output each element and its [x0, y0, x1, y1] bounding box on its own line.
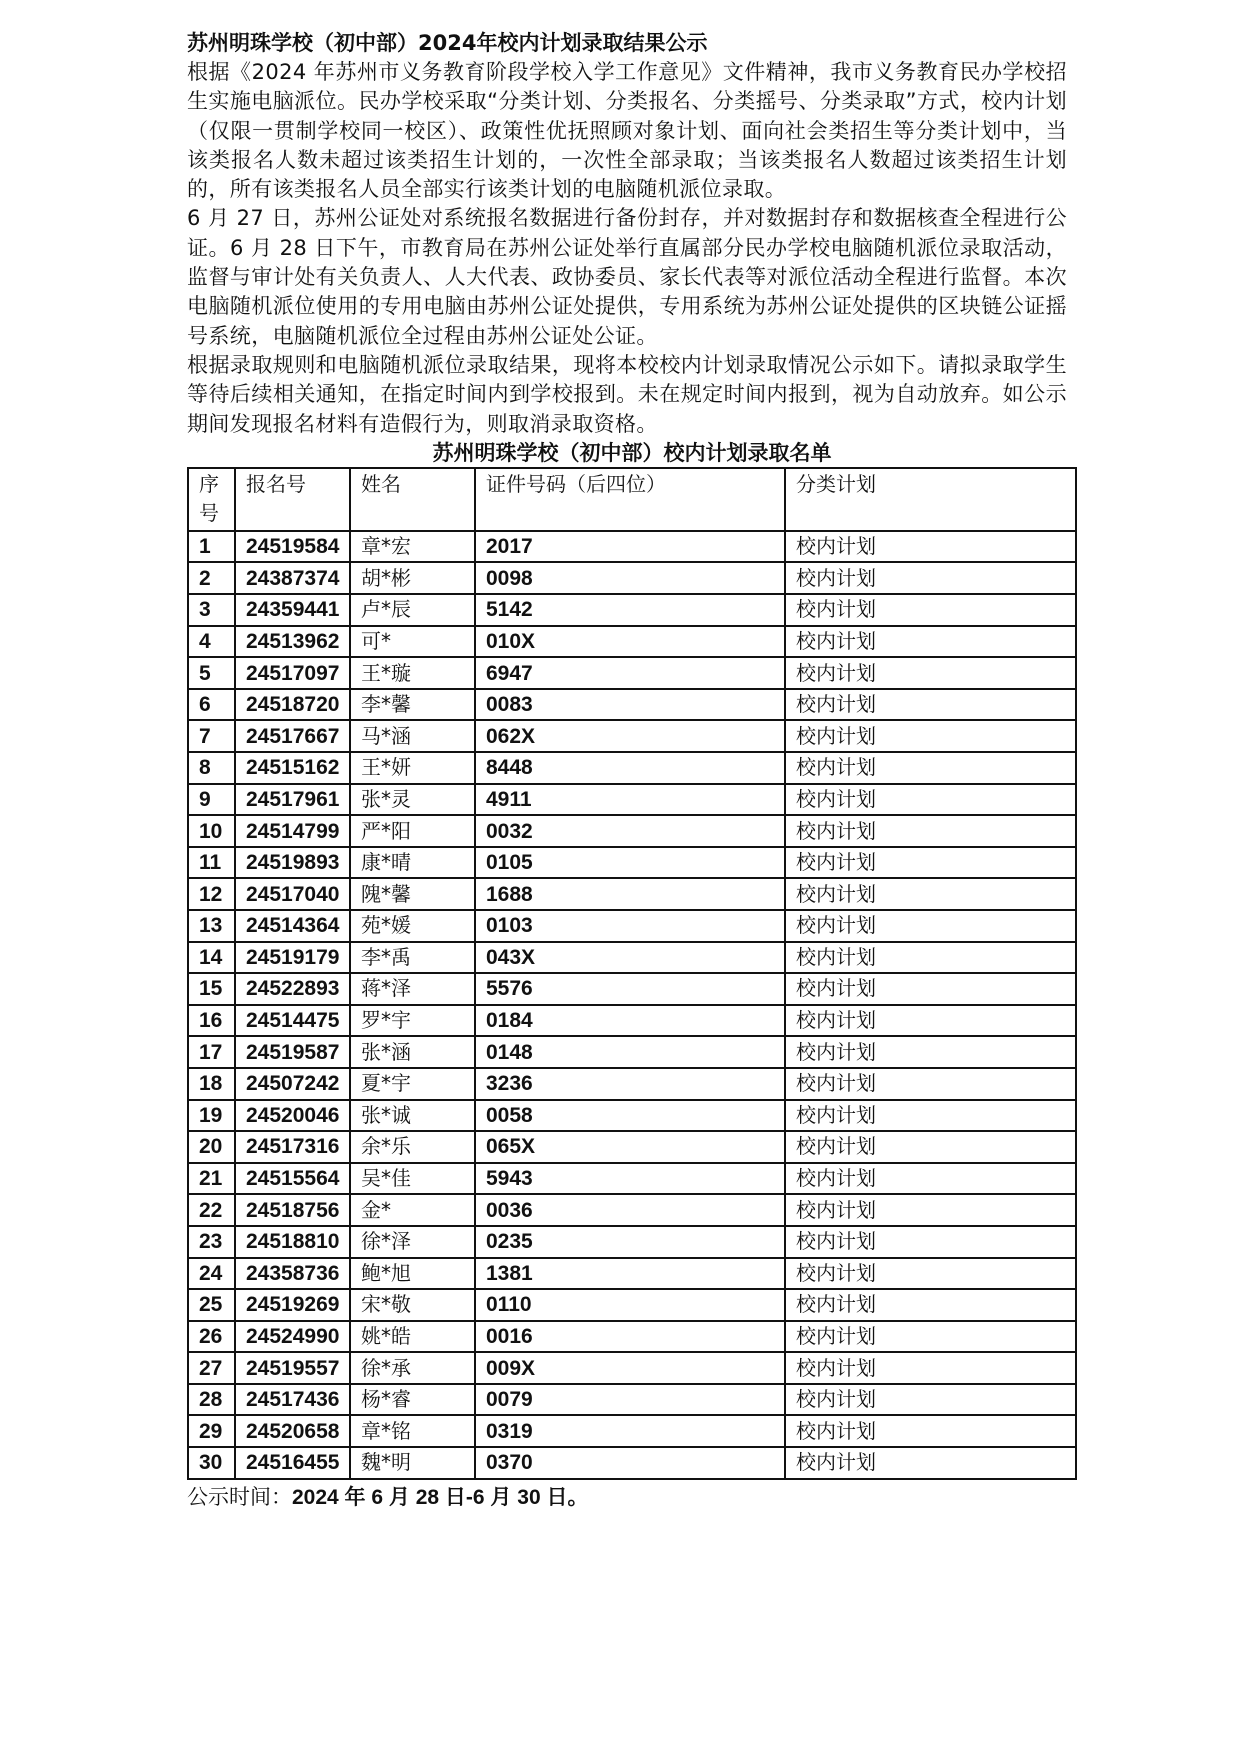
cell-id-last4: 062X [475, 720, 785, 752]
cell-name: 张*诚 [350, 1100, 475, 1132]
cell-id-last4: 5576 [475, 973, 785, 1005]
table-row [188, 720, 1076, 752]
cell-seq: 25 [188, 1289, 235, 1321]
table-row [188, 1384, 1076, 1416]
cell-plan-category: 校内计划 [785, 1258, 1076, 1290]
cell-registration-no: 24358736 [235, 1258, 350, 1290]
cell-seq: 29 [188, 1415, 235, 1447]
cell-registration-no: 24517316 [235, 1131, 350, 1163]
admission-table [187, 467, 1077, 1480]
cell-registration-no: 24519179 [235, 942, 350, 974]
cell-registration-no: 24387374 [235, 562, 350, 594]
table-row [188, 1005, 1076, 1037]
cell-seq: 16 [188, 1005, 235, 1037]
cell-seq: 17 [188, 1036, 235, 1068]
cell-id-last4: 0184 [475, 1005, 785, 1037]
cell-name: 徐*承 [350, 1352, 475, 1384]
cell-id-last4: 065X [475, 1131, 785, 1163]
publicity-period-label: 公示时间： [187, 1484, 292, 1509]
cell-plan-category: 校内计划 [785, 1447, 1076, 1479]
cell-seq: 5 [188, 657, 235, 689]
cell-plan-category: 校内计划 [785, 1036, 1076, 1068]
cell-plan-category: 校内计划 [785, 910, 1076, 942]
cell-seq: 14 [188, 942, 235, 974]
cell-name: 蒋*泽 [350, 973, 475, 1005]
cell-registration-no: 24516455 [235, 1447, 350, 1479]
cell-id-last4: 010X [475, 626, 785, 658]
table-row [188, 752, 1076, 784]
cell-plan-category: 校内计划 [785, 1131, 1076, 1163]
cell-seq: 4 [188, 626, 235, 658]
cell-name: 隗*馨 [350, 878, 475, 910]
cell-seq: 2 [188, 562, 235, 594]
cell-name: 章*铭 [350, 1415, 475, 1447]
table-row [188, 1447, 1076, 1479]
cell-id-last4: 0105 [475, 847, 785, 879]
cell-id-last4: 0016 [475, 1321, 785, 1353]
cell-name: 姚*皓 [350, 1321, 475, 1353]
table-row [188, 1100, 1076, 1132]
cell-plan-category: 校内计划 [785, 942, 1076, 974]
cell-plan-category: 校内计划 [785, 1100, 1076, 1132]
cell-seq: 22 [188, 1194, 235, 1226]
cell-name: 余*乐 [350, 1131, 475, 1163]
table-row [188, 1352, 1076, 1384]
cell-name: 李*馨 [350, 689, 475, 721]
cell-id-last4: 0319 [475, 1415, 785, 1447]
cell-name: 金* [350, 1194, 475, 1226]
table-row [188, 1226, 1076, 1258]
cell-name: 杨*睿 [350, 1384, 475, 1416]
paragraph-notarization: 6 月 27 日，苏州公证处对系统报名数据进行备份封存，并对数据封存和数据核查全程进行公证。6 月 28 日下午，市教育局在苏州公证处举行直属部分民办学校电脑随机派位录取活动，监督与审计处有关负责人、人大代表、政协委员、家长代表等对派位活动全程进行监督。本次电脑随机派位使用的专用电脑由苏州公证处提供，专用系统为苏州公证处提供的区块链公证摇号系统，电脑随机派位全过程由苏州公证处公证。 [187, 206, 1067, 348]
cell-name: 王*妍 [350, 752, 475, 784]
header-seq: 序号 [188, 468, 235, 531]
cell-seq: 12 [188, 878, 235, 910]
cell-registration-no: 24359441 [235, 594, 350, 626]
cell-seq: 26 [188, 1321, 235, 1353]
document-title: 苏州明珠学校（初中部）2024年校内计划录取结果公示 [187, 31, 708, 55]
cell-seq: 11 [188, 847, 235, 879]
cell-name: 吴*佳 [350, 1163, 475, 1195]
cell-plan-category: 校内计划 [785, 1068, 1076, 1100]
cell-seq: 27 [188, 1352, 235, 1384]
paragraph-admission-notice: 根据录取规则和电脑随机派位录取结果，现将本校校内计划录取情况公示如下。请拟录取学生等待后续相关通知，在指定时间内到学校报到。未在规定时间内报到，视为自动放弃。如公示期间发现报名材料有造假行为，则取消录取资格。 [187, 352, 1067, 436]
table-row [188, 1321, 1076, 1353]
cell-id-last4: 0370 [475, 1447, 785, 1479]
table-row [188, 626, 1076, 658]
cell-registration-no: 24519587 [235, 1036, 350, 1068]
cell-id-last4: 1688 [475, 878, 785, 910]
cell-plan-category: 校内计划 [785, 752, 1076, 784]
cell-plan-category: 校内计划 [785, 1289, 1076, 1321]
paragraph-policy: 根据《2024 年苏州市义务教育阶段学校入学工作意见》文件精神，我市义务教育民办学校招生实施电脑派位。民办学校采取“分类计划、分类报名、分类摇号、分类录取”方式，校内计划（仅限一贯制学校同一校区）、政策性优抚照顾对象计划、面向社会类招生等分类计划中，当该类报名人数未超过该类招生计划的，一次性全部录取；当该类报名人数超过该类招生计划的，所有该类报名人员全部实行该类计划的电脑随机派位录取。 [187, 60, 1067, 202]
cell-seq: 20 [188, 1131, 235, 1163]
cell-name: 张*灵 [350, 784, 475, 816]
table-row [188, 1068, 1076, 1100]
header-registration-no: 报名号 [235, 468, 350, 531]
cell-name: 卢*辰 [350, 594, 475, 626]
cell-id-last4: 0083 [475, 689, 785, 721]
table-row [188, 1163, 1076, 1195]
cell-seq: 8 [188, 752, 235, 784]
cell-plan-category: 校内计划 [785, 720, 1076, 752]
cell-name: 胡*彬 [350, 562, 475, 594]
cell-seq: 1 [188, 531, 235, 563]
cell-registration-no: 24517961 [235, 784, 350, 816]
cell-id-last4: 3236 [475, 1068, 785, 1100]
cell-id-last4: 0110 [475, 1289, 785, 1321]
cell-plan-category: 校内计划 [785, 594, 1076, 626]
cell-name: 魏*明 [350, 1447, 475, 1479]
cell-seq: 6 [188, 689, 235, 721]
cell-seq: 13 [188, 910, 235, 942]
table-row [188, 1194, 1076, 1226]
cell-name: 马*涵 [350, 720, 475, 752]
table-row [188, 657, 1076, 689]
table-row [188, 847, 1076, 879]
cell-registration-no: 24514364 [235, 910, 350, 942]
cell-id-last4: 0235 [475, 1226, 785, 1258]
cell-seq: 18 [188, 1068, 235, 1100]
cell-registration-no: 24517667 [235, 720, 350, 752]
cell-plan-category: 校内计划 [785, 1163, 1076, 1195]
table-row [188, 784, 1076, 816]
cell-registration-no: 24519557 [235, 1352, 350, 1384]
table-row [188, 878, 1076, 910]
cell-name: 夏*宇 [350, 1068, 475, 1100]
cell-id-last4: 0103 [475, 910, 785, 942]
cell-seq: 15 [188, 973, 235, 1005]
cell-plan-category: 校内计划 [785, 1194, 1076, 1226]
document-page [187, 28, 1067, 1513]
table-row [188, 594, 1076, 626]
cell-id-last4: 009X [475, 1352, 785, 1384]
cell-plan-category: 校内计划 [785, 1005, 1076, 1037]
cell-seq: 9 [188, 784, 235, 816]
cell-id-last4: 0032 [475, 815, 785, 847]
cell-name: 康*晴 [350, 847, 475, 879]
cell-registration-no: 24520658 [235, 1415, 350, 1447]
cell-id-last4: 5943 [475, 1163, 785, 1195]
cell-id-last4: 0036 [475, 1194, 785, 1226]
cell-name: 徐*泽 [350, 1226, 475, 1258]
cell-plan-category: 校内计划 [785, 689, 1076, 721]
cell-id-last4: 043X [475, 942, 785, 974]
cell-plan-category: 校内计划 [785, 531, 1076, 563]
cell-id-last4: 5142 [475, 594, 785, 626]
table-row [188, 1131, 1076, 1163]
cell-registration-no: 24513962 [235, 626, 350, 658]
table-header-row [188, 468, 1076, 531]
cell-registration-no: 24519584 [235, 531, 350, 563]
cell-seq: 28 [188, 1384, 235, 1416]
cell-registration-no: 24515564 [235, 1163, 350, 1195]
cell-plan-category: 校内计划 [785, 1415, 1076, 1447]
cell-seq: 3 [188, 594, 235, 626]
cell-registration-no: 24514475 [235, 1005, 350, 1037]
cell-registration-no: 24517040 [235, 878, 350, 910]
header-name: 姓名 [350, 468, 475, 531]
cell-name: 章*宏 [350, 531, 475, 563]
header-plan-category: 分类计划 [785, 468, 1076, 531]
cell-id-last4: 0148 [475, 1036, 785, 1068]
cell-name: 罗*宇 [350, 1005, 475, 1037]
cell-registration-no: 24519893 [235, 847, 350, 879]
cell-plan-category: 校内计划 [785, 1384, 1076, 1416]
cell-registration-no: 24518720 [235, 689, 350, 721]
cell-seq: 10 [188, 815, 235, 847]
table-row [188, 1415, 1076, 1447]
cell-registration-no: 24514799 [235, 815, 350, 847]
cell-name: 张*涵 [350, 1036, 475, 1068]
cell-seq: 21 [188, 1163, 235, 1195]
cell-id-last4: 2017 [475, 531, 785, 563]
table-row [188, 1036, 1076, 1068]
cell-seq: 23 [188, 1226, 235, 1258]
cell-name: 可* [350, 626, 475, 658]
table-row [188, 531, 1076, 563]
cell-plan-category: 校内计划 [785, 784, 1076, 816]
cell-registration-no: 24520046 [235, 1100, 350, 1132]
cell-plan-category: 校内计划 [785, 657, 1076, 689]
cell-registration-no: 24519269 [235, 1289, 350, 1321]
cell-registration-no: 24522893 [235, 973, 350, 1005]
cell-plan-category: 校内计划 [785, 1226, 1076, 1258]
cell-id-last4: 6947 [475, 657, 785, 689]
cell-seq: 24 [188, 1258, 235, 1290]
cell-plan-category: 校内计划 [785, 847, 1076, 879]
table-title: 苏州明珠学校（初中部）校内计划录取名单 [432, 440, 832, 465]
cell-registration-no: 24518810 [235, 1226, 350, 1258]
cell-id-last4: 8448 [475, 752, 785, 784]
publicity-period-value: 2024 年 6 月 28 日-6 月 30 日。 [292, 1485, 589, 1509]
cell-seq: 7 [188, 720, 235, 752]
cell-seq: 30 [188, 1447, 235, 1479]
publicity-period [187, 1482, 1067, 1513]
cell-plan-category: 校内计划 [785, 815, 1076, 847]
cell-plan-category: 校内计划 [785, 1352, 1076, 1384]
cell-name: 鲍*旭 [350, 1258, 475, 1290]
cell-id-last4: 4911 [475, 784, 785, 816]
cell-plan-category: 校内计划 [785, 878, 1076, 910]
table-row [188, 1289, 1076, 1321]
cell-plan-category: 校内计划 [785, 1321, 1076, 1353]
cell-id-last4: 0079 [475, 1384, 785, 1416]
table-body [188, 531, 1076, 1479]
cell-name: 王*璇 [350, 657, 475, 689]
cell-name: 宋*敬 [350, 1289, 475, 1321]
cell-name: 李*禹 [350, 942, 475, 974]
table-row [188, 562, 1076, 594]
cell-name: 苑*媛 [350, 910, 475, 942]
cell-plan-category: 校内计划 [785, 626, 1076, 658]
table-row [188, 973, 1076, 1005]
cell-registration-no: 24518756 [235, 1194, 350, 1226]
cell-registration-no: 24524990 [235, 1321, 350, 1353]
cell-plan-category: 校内计划 [785, 562, 1076, 594]
table-row [188, 942, 1076, 974]
cell-seq: 19 [188, 1100, 235, 1132]
cell-name: 严*阳 [350, 815, 475, 847]
table-row [188, 910, 1076, 942]
cell-registration-no: 24507242 [235, 1068, 350, 1100]
cell-id-last4: 0058 [475, 1100, 785, 1132]
cell-registration-no: 24515162 [235, 752, 350, 784]
header-id-last4: 证件号码（后四位） [475, 468, 785, 531]
cell-id-last4: 1381 [475, 1258, 785, 1290]
table-row [188, 815, 1076, 847]
table-row [188, 689, 1076, 721]
cell-plan-category: 校内计划 [785, 973, 1076, 1005]
table-row [188, 1258, 1076, 1290]
cell-registration-no: 24517436 [235, 1384, 350, 1416]
cell-registration-no: 24517097 [235, 657, 350, 689]
cell-id-last4: 0098 [475, 562, 785, 594]
